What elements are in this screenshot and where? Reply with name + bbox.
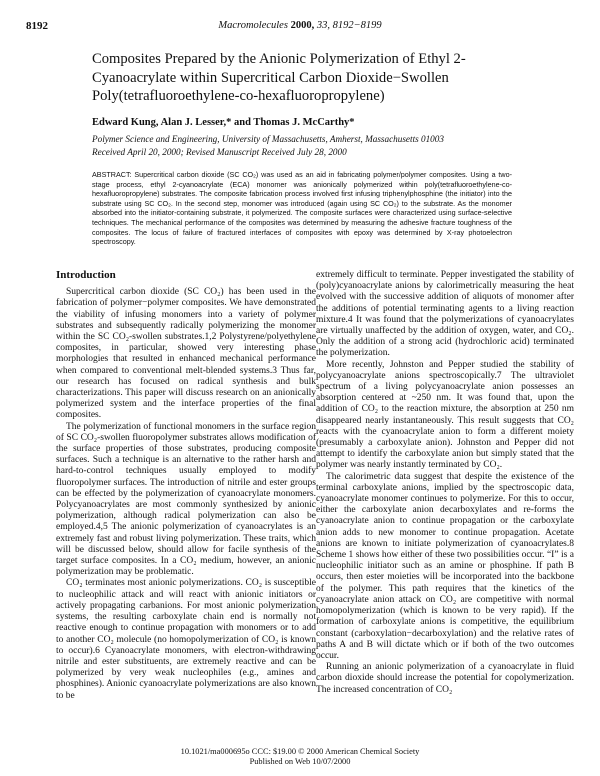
section-heading-introduction: Introduction xyxy=(56,269,116,281)
journal-year: 2000, xyxy=(290,20,315,31)
author-list: Edward Kung, Alan J. Lesser,* and Thomas J. McCarthy* xyxy=(92,116,355,128)
journal-name: Macromolecules xyxy=(218,20,288,31)
received-dates: Received April 20, 2000; Revised Manuscript Received July 28, 2000 xyxy=(92,146,347,157)
page-number: 8192 xyxy=(26,20,48,32)
journal-citation xyxy=(26,20,574,31)
paragraph: More recently, Johnston and Pepper studied the stability of polycyanoacrylate anions spectroscopically.7 The ultraviolet spectrum of a living polycyanoacrylate anion possesses an absorption centered at ~250 nm. It was found that, upon the addition of CO₂ to the reaction mixture, the absorption at 250 nm disappeared nearly instantaneously. This result suggests that CO₂ reacts with the cyanoacrylate anion to form a different moiety (presumably a carboxylate anion). Johnston and Pepper did not attempt to identify the carboxylate anion but simply stated that the polymer was nearly instantly terminated by CO₂. xyxy=(316,359,574,471)
paragraph: extremely difficult to terminate. Pepper investigated the stability of (poly)cyanoacrylate anions by calorimetrically measuring the heat evolved with the successive addition of aliquots of monomer after the additions of potential terminating agents to a living reaction mixture.4 It was found that the polymerizations of cyanoacrylates are virtually unaffected by the addition of oxygen, water, and CO₂. Only the addition of a strong acid (hydrochloric acid) terminated the polymerization. xyxy=(316,270,574,359)
paragraph: The calorimetric data suggest that despite the existence of the terminal carboxylate anions, implied by the spectroscopic data, cyanoacrylate monomer continues to polymerize. For this to occur, either the carboxylate anion decarboxylates and re-forms the cyanoacrylate anion to continue propagation or the carboxylate anion adds to new monomer to continue propagation. Acetate anions are known to initiate polymerization of cyanoacrylates.8 Scheme 1 shows how either of these two possibilities occur. “I” is a nucleophilic initiator such as an amine or phosphine. If path B occurs, then ester moieties will be incorporated into the backbone of the polymer. This path requires that the kinetics of the cyanoacrylate anion attack on CO₂ are competitive with normal homopolymerization (which is known to be very rapid). If the formation of carboxylate anions is competitive, the equilibrium constant (carboxylation−decarboxylation) and the relative rates of paths A and B will dictate which or if both of the two outcomes occur. xyxy=(316,471,574,661)
journal-volume: 33, xyxy=(316,20,330,31)
journal-pages: 8192−8199 xyxy=(332,20,382,31)
page-header xyxy=(26,20,574,34)
title-block xyxy=(92,50,512,157)
affiliation: Polymer Science and Engineering, University of Massachusetts, Amherst, Massachusetts 01003 xyxy=(92,133,444,144)
paragraph: CO₂ terminates most anionic polymerizations. CO₂ is susceptible to nucleophilic attack and will react with anionic initiators or actively propagating carbanions. For most anionic polymerization systems, the resulting carboxylate chain end is normally not reactive enough to continue propagation with monomers or to add to another CO₂ molecule (no homopolymerization of CO₂ is known to occur).6 Cyanoacrylate monomers, with electron-withdrawing nitrile and ester substituents, are extremely reactive and can be polymerized by very weak nucleophiles (e.g., amines and phosphines). Anionic cyanoacrylate polymerizations are also known to be xyxy=(56,578,316,701)
left-column xyxy=(56,270,316,702)
publication-date-line: Published on Web 10/07/2000 xyxy=(249,757,351,766)
abstract: ABSTRACT: Supercritical carbon dioxide (SC CO₂) was used as an aid in fabricating polymer/polymer composites. Using a two-stage process, ethyl 2-cyanoacrylate (ECA) monomer was anionically polymerized within poly(tetrafluoroethylene-co-hexafluoropropylene) substrates. The composite fabrication process involved first infusing triphenylphosphine (the initiator) into the substrate using SC CO₂. In the second step, monomer was introduced (again using SC CO₂) to the substrate. As the monomer absorbed into the initiator-containing substrate, it polymerized. The composite surfaces were characterized using surface-selective techniques. The mechanical performance of the composites was determined by measuring the adhesive fracture toughness of the composites. The locus of failure of fractured interfaces of composites with epoxy was determined by X-ray photoelectron spectroscopy. xyxy=(92,170,512,247)
paragraph: Running an anionic polymerization of a cyanoacrylate in fluid carbon dioxide should increase the potential for copolymerization. The increased concentration of CO₂ xyxy=(316,662,574,695)
doi-copyright-line: 10.1021/ma000695o CCC: $19.00 © 2000 American Chemical Society xyxy=(180,747,420,756)
paragraph: Supercritical carbon dioxide (SC CO₂) has been used in the fabrication of polymer−polymer composites. We have demonstrated the viability of infusing monomers into a variety of polymer substrates and subsequently radically polymerizing the monomer within the SC CO₂-swollen substrates.1,2 Polystyrene/polyethylene composites, in particular, showed very interesting phase morphologies that resulted in enhanced mechanical performance when compared to conventional melt-blended systems.3 Thus far, our research has focused on radical synthesis and bulk characterizations. This paper will discuss research on an anionically polymerized system and the interface properties of the final composites. xyxy=(56,287,316,421)
right-column xyxy=(316,270,574,696)
page-footer xyxy=(0,747,600,767)
article-title: Composites Prepared by the Anionic Polymerization of Ethyl 2-Cyanoacrylate within Supercritical Carbon Dioxide−Swollen Poly(tetrafluoroethylene-co-hexafluoropropylene) xyxy=(92,51,466,104)
paragraph: The polymerization of functional monomers in the surface region of SC CO₂-swollen fluoropolymer substrates allows modification of the surface properties of those substrates, producing composite surfaces. Such a technique is an alternative to the rather harsh and hard-to-control techniques usually employed to modify fluoropolymer surfaces. The introduction of nitrile and ester groups can be effected by the polymerization of cyanoacrylate monomers. Polycyanoacrylates are most commonly synthesized by anionic polymerization, although radical polymerization can also be employed.4,5 The anionic polymerization of cyanoacrylates is an extremely fast and robust living polymerization. These traits, which will be discussed below, should allow for facile synthesis of the target surface composites. In a CO₂ medium, however, an anionic polymerization may be problematic. xyxy=(56,421,316,578)
